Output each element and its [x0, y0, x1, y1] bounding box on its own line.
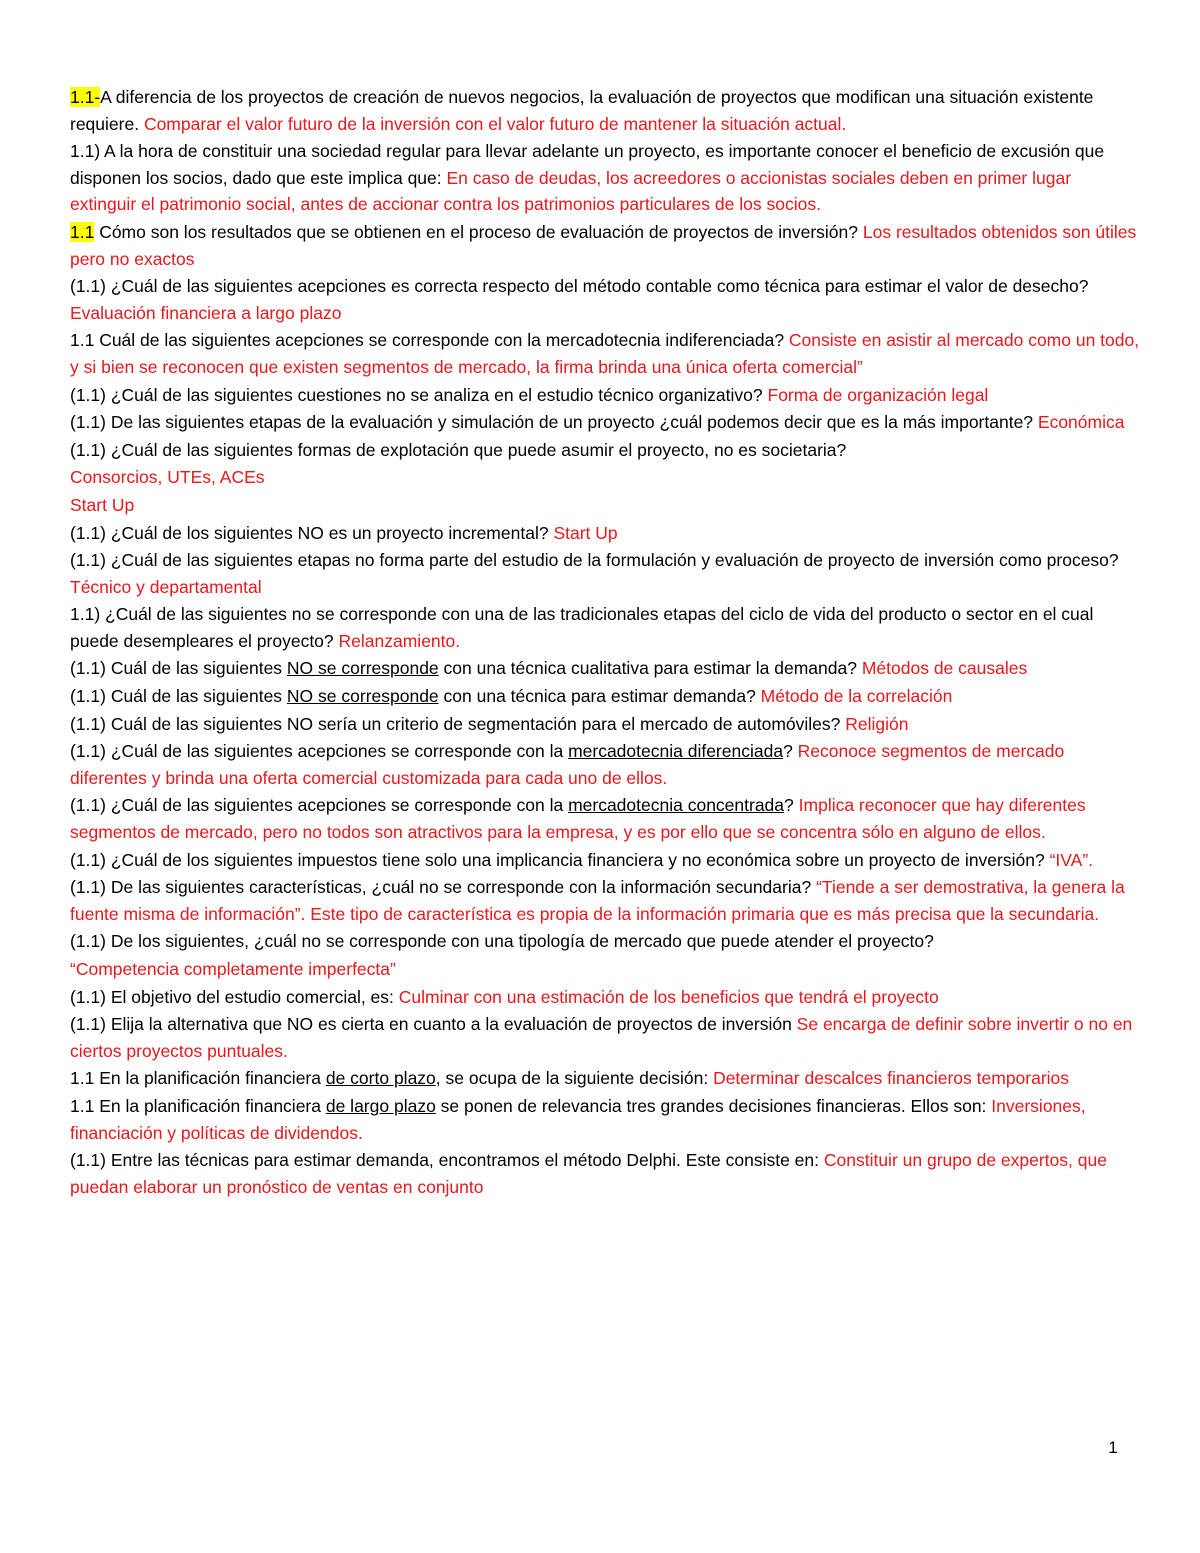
question-text: (1.1) ¿Cuál de las siguientes formas de explotación que puede asumir el proyecto, no es societaria?: [70, 439, 847, 460]
highlighted-number: 1.1-: [70, 87, 101, 107]
question-text: (1.1) Cuál de las siguientes NO sería un criterio de segmentación para el mercado de automóviles?: [70, 713, 846, 734]
question-item: [70, 928, 1140, 955]
answer-text: Start Up: [553, 522, 618, 543]
question-text: se ponen de relevancia tres grandes decisiones financieras. Ellos son:: [435, 1095, 992, 1116]
question-text: 1.1) A la hora de constituir una sociedad regular para llevar adelante un proyecto, es importante conocer el beneficio de excusión que disponen los socios, dado que este implica que:: [70, 141, 1105, 188]
answer-text: “Tiende a ser demostrativa, la genera la fuente misma de información”. Este tipo de característica es propia de la información primaria que es más precisa que la secundaria.: [70, 877, 1125, 924]
question-text: con una técnica cualitativa para estimar la demanda?: [438, 658, 862, 679]
question-item: [70, 464, 1140, 491]
answer-text: Técnico y departamental: [70, 576, 262, 597]
question-text: (1.1) Cuál de las siguientes: [70, 686, 287, 707]
document-body: [70, 84, 1140, 1201]
question-item: [70, 409, 1140, 436]
answer-text: Consiste en asistir al mercado como un todo, y si bien se reconocen que existen segmentos de mercado, la firma brinda una única oferta comercial”: [70, 330, 1140, 377]
answer-text: Inversiones, financiación y políticas de dividendos.: [70, 1095, 1086, 1143]
question-text: (1.1) De los siguientes, ¿cuál no se corresponde con una tipología de mercado que puede atender el proyecto?: [70, 931, 934, 952]
question-text: (1.1) Cuál de las siguientes: [70, 658, 287, 679]
underlined-text: NO se corresponde: [286, 658, 439, 679]
question-text: (1.1) El objetivo del estudio comercial, es:: [70, 986, 399, 1007]
question-item: [70, 1093, 1140, 1146]
question-text: ?: [783, 741, 798, 762]
question-item: [70, 138, 1140, 218]
question-item: [70, 273, 1140, 326]
answer-text: “IVA”.: [1049, 849, 1094, 870]
question-text: (1.1) ¿Cuál de los siguientes NO es un proyecto incremental?: [70, 522, 554, 543]
question-text: 1.1 En la planificación financiera: [70, 1095, 326, 1116]
question-item: [70, 956, 1140, 983]
question-item: [70, 1011, 1140, 1064]
question-item: [70, 382, 1140, 409]
answer-text: En caso de deudas, los acreedores o accionistas sociales deben en primer lugar extinguir el patrimonio social, antes de accionar contra los patrimonios particulares de los socios.: [70, 167, 1072, 215]
answer-text: Forma de organización legal: [767, 384, 989, 405]
question-text: con una técnica para estimar demanda?: [438, 686, 761, 707]
underlined-text: de largo plazo: [325, 1095, 436, 1116]
question-item: [70, 738, 1140, 791]
underlined-text: NO se corresponde: [286, 686, 439, 707]
question-text: Cómo son los resultados que se obtienen en el proceso de evaluación de proyectos de inversión?: [94, 221, 863, 242]
question-item: [70, 601, 1140, 654]
question-item: [70, 711, 1140, 738]
answer-text: Comparar el valor futuro de la inversión con el valor futuro de mantener la situación actual.: [143, 113, 847, 134]
question-text: (1.1) ¿Cuál de las siguientes acepciones se corresponde con la: [70, 741, 569, 762]
question-text: ?: [784, 795, 799, 816]
answer-text: Método de la correlación: [760, 686, 953, 707]
answer-text: Métodos de causales: [861, 658, 1028, 679]
answer-text: Start Up: [70, 494, 135, 515]
answer-text: Culminar con una estimación de los beneficios que tendrá el proyecto: [398, 986, 939, 1007]
answer-text: “Competencia completamente imperfecta”: [70, 959, 396, 979]
question-text: , se ocupa de la siguiente decisión:: [435, 1068, 714, 1089]
question-item: [70, 874, 1140, 927]
question-item: [70, 84, 1140, 137]
question-item: [70, 655, 1140, 682]
highlighted-number: 1.1: [70, 221, 95, 242]
question-item: [70, 792, 1140, 845]
question-text: (1.1) Elija la alternativa que NO es cierta en cuanto a la evaluación de proyectos de inversión: [70, 1014, 797, 1035]
answer-text: Se encarga de definir sobre invertir o no en ciertos proyectos puntuales.: [70, 1014, 1133, 1061]
question-item: [70, 1065, 1140, 1092]
question-item: [70, 683, 1140, 710]
underlined-text: mercadotecnia diferenciada: [568, 741, 784, 762]
question-text: A diferencia de los proyectos de creación de nuevos negocios, la evaluación de proyectos que modifican una situación existente requiere.: [70, 87, 1094, 134]
question-text: (1.1) ¿Cuál de las siguientes cuestiones no se analiza en el estudio técnico organizativo?: [70, 384, 768, 405]
page-number: 1: [1108, 1438, 1118, 1457]
question-text: 1.1 En la planificación financiera: [70, 1068, 326, 1089]
question-text: (1.1) ¿Cuál de las siguientes acepciones se corresponde con la: [70, 795, 569, 816]
question-text: (1.1) ¿Cuál de las siguientes acepciones es correcta respecto del método contable como técnica para estimar el valor de desecho?: [70, 276, 1089, 297]
question-text: (1.1) ¿Cuál de las siguientes etapas no forma parte del estudio de la formulación y evaluación de proyecto de inversión como proceso?: [70, 550, 1119, 571]
question-item: [70, 520, 1140, 547]
answer-text: Implica reconocer que hay diferentes segmentos de mercado, pero no todos son atractivos para la empresa, y es por ello que se concentra sólo en alguno de ellos.: [70, 795, 1086, 843]
question-item: [70, 219, 1140, 272]
question-text: (1.1) Entre las técnicas para estimar demanda, encontramos el método Delphi. Este consiste en:: [70, 1150, 824, 1171]
question-text: 1.1 Cuál de las siguientes acepciones se corresponde con la mercadotecnia indiferenciada?: [70, 330, 789, 351]
question-text: 1.1) ¿Cuál de las siguientes no se corresponde con una de las tradicionales etapas del ciclo de vida del producto o sector en el cual puede desempleares el proyecto?: [70, 604, 1094, 651]
underlined-text: mercadotecnia concentrada: [568, 795, 785, 816]
question-item: [70, 847, 1140, 874]
answer-text: Evaluación financiera a largo plazo: [70, 302, 342, 323]
answer-text: Los resultados obtenidos son útiles pero no exactos: [70, 221, 1137, 269]
question-item: [70, 492, 1140, 519]
question-text: (1.1) De las siguientes características, ¿cuál no se corresponde con la información secundaria?: [70, 877, 817, 898]
question-item: [70, 1147, 1140, 1200]
answer-text: Constituir un grupo de expertos, que puedan elaborar un pronóstico de ventas en conjunto: [70, 1150, 1107, 1197]
question-text: (1.1) De las siguientes etapas de la evaluación y simulación de un proyecto ¿cuál podemos decir que es la más importante?: [70, 412, 1038, 433]
answer-text: Religión: [845, 713, 909, 734]
question-item: [70, 984, 1140, 1011]
question-text: (1.1) ¿Cuál de los siguientes impuestos tiene solo una implicancia financiera y no económica sobre un proyecto de inversión?: [70, 849, 1050, 870]
question-item: [70, 327, 1140, 380]
answer-text: Determinar descalces financieros temporarios: [713, 1068, 1070, 1089]
question-item: [70, 547, 1140, 600]
answer-text: Económica: [1037, 412, 1125, 433]
answer-text: Reconoce segmentos de mercado diferentes y brinda una oferta comercial customizada para cada uno de ellos.: [70, 741, 1065, 788]
question-item: [70, 437, 1140, 464]
underlined-text: de corto plazo: [325, 1068, 436, 1089]
answer-text: Consorcios, UTEs, ACEs: [70, 467, 265, 488]
answer-text: Relanzamiento.: [338, 630, 461, 651]
